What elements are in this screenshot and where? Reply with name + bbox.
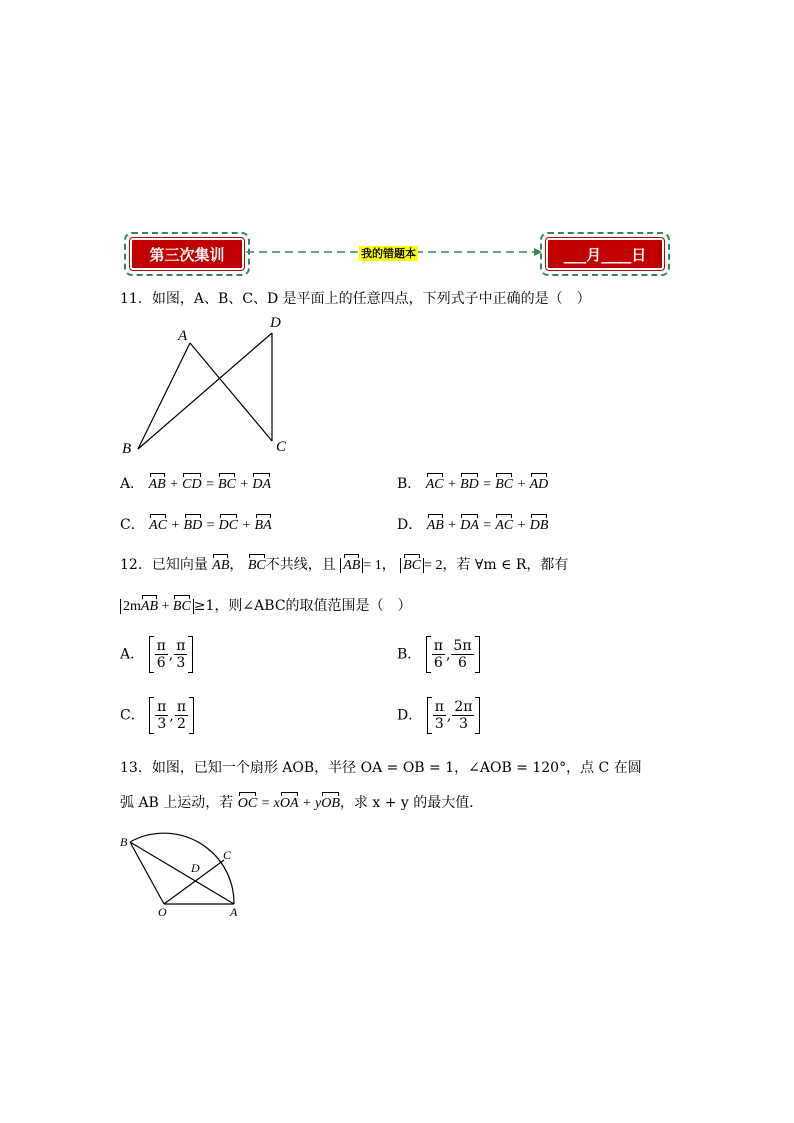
- text: 不共线，且: [265, 557, 336, 573]
- text: + y: [302, 796, 322, 811]
- vector: DC: [219, 516, 238, 536]
- q11-label-b: B: [122, 441, 132, 457]
- vector: AB: [427, 516, 444, 536]
- denominator: 6: [433, 655, 443, 671]
- vector: AB: [343, 556, 360, 576]
- interval: $\frac{\pi}{6}$ , $\frac{5\pi}{6}$: [426, 636, 480, 673]
- text: 已知向量: [151, 557, 208, 573]
- text: = x: [260, 796, 280, 811]
- vector: DA: [252, 475, 271, 495]
- vector: BA: [255, 516, 272, 536]
- option-letter: C．: [120, 517, 145, 533]
- q13-label-c: C: [223, 848, 232, 862]
- vector: OB: [321, 794, 340, 814]
- q12-option-b[interactable]: [397, 636, 480, 673]
- vector: AB: [212, 556, 229, 576]
- vector: AB: [149, 475, 166, 495]
- numerator: π: [176, 638, 186, 654]
- session-title-box: [130, 238, 244, 270]
- vector: AD: [530, 475, 549, 495]
- option-letter: A．: [120, 476, 145, 492]
- q13-line1-text: 如图，已知一个扇形 AOB，半径 OA = OB = 1，∠AOB = 120°，点 C 在圆: [151, 760, 642, 776]
- text: +: [161, 599, 170, 614]
- q11-option-d[interactable]: D． AB + DA = AC + DB: [397, 515, 548, 536]
- q12-line2: [120, 596, 412, 617]
- q13-line2: [120, 793, 483, 814]
- q11-number: 11．: [120, 291, 152, 307]
- q11-label-d: D: [270, 315, 281, 331]
- vector: AC: [495, 516, 513, 536]
- date-label: ___月____日: [563, 245, 647, 264]
- text: ≥1: [193, 598, 215, 614]
- option-letter: B．: [397, 476, 422, 492]
- vector: BD: [184, 516, 203, 536]
- q13-label-a: A: [230, 905, 238, 919]
- text: 弧 AB 上运动，若: [120, 795, 234, 811]
- numerator: π: [157, 699, 167, 715]
- text: ，: [229, 557, 244, 573]
- denominator: 6: [458, 655, 467, 671]
- q11-label-c: C: [276, 439, 287, 455]
- interval: $\frac{\pi}{6}$ , $\frac{\pi}{3}$: [149, 636, 194, 673]
- q12-option-c[interactable]: [120, 697, 194, 734]
- option-letter: D．: [397, 707, 423, 724]
- vector: BC: [173, 597, 191, 617]
- numerator: 2π: [454, 699, 473, 715]
- denominator: 6: [156, 655, 166, 671]
- text: ，若 ∀m ∈ R，都有: [442, 557, 569, 573]
- vector: DA: [460, 516, 479, 536]
- numerator: π: [433, 638, 443, 654]
- vector: AC: [149, 516, 167, 536]
- numerator: π: [176, 699, 187, 715]
- q12-line1: [120, 555, 568, 576]
- q11-option-a[interactable]: A． AB + CD = BC + DA: [120, 474, 271, 495]
- text: ，求 x + y 的最大值．: [339, 795, 484, 811]
- denominator: 2: [176, 716, 186, 732]
- vector: OC: [238, 794, 257, 814]
- option-letter: A．: [120, 646, 145, 663]
- q13-label-d: D: [191, 861, 200, 875]
- denominator: 3: [458, 716, 468, 732]
- text: = 1，: [363, 558, 396, 573]
- q13-label-b: B: [120, 835, 128, 849]
- denominator: 3: [157, 716, 167, 732]
- mistake-notebook-label: 我的错题本: [361, 247, 416, 260]
- q11-option-c[interactable]: C． AC + BD = DC + BA: [120, 515, 272, 536]
- session-title: 第三次集训: [149, 245, 225, 264]
- vector: BC: [495, 475, 513, 495]
- vector: AB: [141, 597, 158, 617]
- denominator: 3: [176, 655, 186, 671]
- denominator: 3: [434, 716, 444, 732]
- q11-label-a: A: [178, 328, 188, 344]
- q13-label-o: O: [158, 905, 167, 919]
- interval: $\frac{\pi}{3}$ , $\frac{\pi}{2}$: [149, 697, 194, 734]
- q13-number: 13．: [120, 760, 152, 776]
- date-box: [546, 238, 664, 270]
- vector: BC: [248, 556, 266, 576]
- q12-number: 12．: [120, 557, 152, 573]
- q11-stem-text: 如图，A、B、C、D 是平面上的任意四点，下列式子中正确的是（ ）: [151, 291, 591, 307]
- text: = 2: [424, 558, 443, 573]
- numerator: π: [434, 699, 444, 715]
- option-letter: C．: [120, 707, 145, 724]
- mistake-notebook-badge: [359, 246, 418, 261]
- vector: OA: [280, 794, 299, 814]
- q13-line1: [120, 758, 642, 778]
- interval: $\frac{\pi}{3}$ , $\frac{2\pi}{3}$: [427, 697, 481, 734]
- q12-option-d[interactable]: [397, 697, 480, 734]
- option-letter: B．: [397, 646, 422, 663]
- numerator: π: [156, 638, 166, 654]
- q11-stem: [120, 289, 591, 309]
- option-letter: D．: [397, 517, 423, 533]
- text: ，则∠ABC的取值范围是（ ）: [214, 598, 412, 614]
- vector: CD: [182, 475, 201, 495]
- vector: AC: [426, 475, 444, 495]
- vector: DB: [530, 516, 549, 536]
- q11-option-b[interactable]: B． AC + BD = BC + AD: [397, 474, 548, 495]
- text: 2m: [123, 599, 141, 614]
- vector: BD: [460, 475, 479, 495]
- vector: BC: [218, 475, 236, 495]
- q12-option-a[interactable]: [120, 636, 193, 673]
- numerator: 5π: [453, 638, 472, 654]
- vector: BC: [403, 556, 421, 576]
